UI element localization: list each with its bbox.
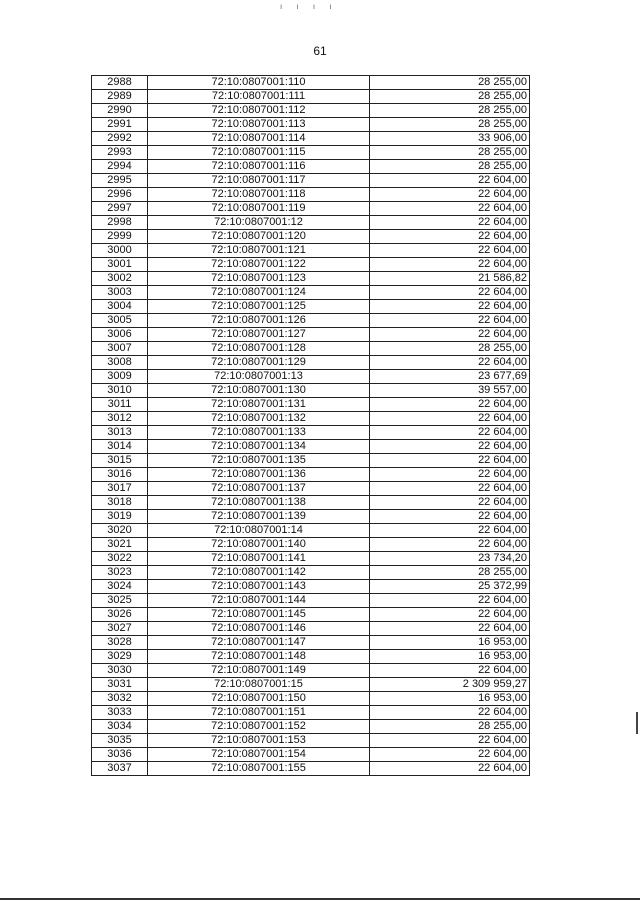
cadastral-number-cell: 72:10:0807001:117 (148, 174, 370, 188)
table-row (92, 412, 530, 426)
cadastral-number-cell: 72:10:0807001:130 (148, 384, 370, 398)
value-cell: 22 604,00 (370, 594, 530, 608)
value-cell: 28 255,00 (370, 104, 530, 118)
cadastral-number-cell: 72:10:0807001:127 (148, 328, 370, 342)
cadastral-number-cell: 72:10:0807001:131 (148, 398, 370, 412)
table-row (92, 664, 530, 678)
row-number-cell: 3037 (92, 762, 148, 776)
table-row (92, 244, 530, 258)
cadastral-number-cell: 72:10:0807001:124 (148, 286, 370, 300)
row-number-cell: 3017 (92, 482, 148, 496)
row-number-cell: 3032 (92, 692, 148, 706)
table-row (92, 496, 530, 510)
table-row (92, 398, 530, 412)
cadastral-number-cell: 72:10:0807001:147 (148, 636, 370, 650)
row-number-cell: 3021 (92, 538, 148, 552)
table-row (92, 272, 530, 286)
value-cell: 16 953,00 (370, 650, 530, 664)
value-cell: 23 677,69 (370, 370, 530, 384)
row-number-cell: 2993 (92, 146, 148, 160)
value-cell: 22 604,00 (370, 748, 530, 762)
row-number-cell: 3029 (92, 650, 148, 664)
row-number-cell: 3015 (92, 454, 148, 468)
cadastral-number-cell: 72:10:0807001:115 (148, 146, 370, 160)
row-number-cell: 3035 (92, 734, 148, 748)
cadastral-number-cell: 72:10:0807001:135 (148, 454, 370, 468)
cadastral-number-cell: 72:10:0807001:111 (148, 90, 370, 104)
value-cell: 28 255,00 (370, 118, 530, 132)
cadastral-number-cell: 72:10:0807001:151 (148, 706, 370, 720)
row-number-cell: 3004 (92, 300, 148, 314)
row-number-cell: 2994 (92, 160, 148, 174)
cadastral-number-cell: 72:10:0807001:142 (148, 566, 370, 580)
value-cell: 22 604,00 (370, 216, 530, 230)
cadastral-number-cell: 72:10:0807001:113 (148, 118, 370, 132)
cadastral-number-cell: 72:10:0807001:126 (148, 314, 370, 328)
row-number-cell: 3000 (92, 244, 148, 258)
value-cell: 22 604,00 (370, 510, 530, 524)
cadastral-number-cell: 72:10:0807001:133 (148, 426, 370, 440)
table-row (92, 468, 530, 482)
value-cell: 22 604,00 (370, 300, 530, 314)
value-cell: 22 604,00 (370, 538, 530, 552)
table-row (92, 314, 530, 328)
value-cell: 22 604,00 (370, 258, 530, 272)
scan-bottom-edge (0, 898, 640, 900)
row-number-cell: 3018 (92, 496, 148, 510)
value-cell: 22 604,00 (370, 314, 530, 328)
table-row (92, 90, 530, 104)
row-number-cell: 2999 (92, 230, 148, 244)
table-row (92, 342, 530, 356)
value-cell: 22 604,00 (370, 622, 530, 636)
cadastral-number-cell: 72:10:0807001:143 (148, 580, 370, 594)
table-row (92, 762, 530, 776)
row-number-cell: 3025 (92, 594, 148, 608)
cadastral-number-cell: 72:10:0807001:148 (148, 650, 370, 664)
value-cell: 33 906,00 (370, 132, 530, 146)
value-cell: 28 255,00 (370, 160, 530, 174)
cadastral-number-cell: 72:10:0807001:152 (148, 720, 370, 734)
row-number-cell: 3003 (92, 286, 148, 300)
row-number-cell: 2998 (92, 216, 148, 230)
cadastral-number-cell: 72:10:0807001:13 (148, 370, 370, 384)
value-cell: 22 604,00 (370, 244, 530, 258)
cadastral-number-cell: 72:10:0807001:122 (148, 258, 370, 272)
table-row (92, 454, 530, 468)
row-number-cell: 3002 (92, 272, 148, 286)
cadastral-number-cell: 72:10:0807001:153 (148, 734, 370, 748)
row-number-cell: 2991 (92, 118, 148, 132)
value-cell: 22 604,00 (370, 664, 530, 678)
value-cell: 22 604,00 (370, 762, 530, 776)
table-row (92, 328, 530, 342)
table-row (92, 300, 530, 314)
value-cell: 28 255,00 (370, 146, 530, 160)
value-cell: 22 604,00 (370, 188, 530, 202)
table-row (92, 678, 530, 692)
row-number-cell: 3010 (92, 384, 148, 398)
value-cell: 28 255,00 (370, 720, 530, 734)
table-row (92, 356, 530, 370)
cadastral-number-cell: 72:10:0807001:150 (148, 692, 370, 706)
cadastral-number-cell: 72:10:0807001:112 (148, 104, 370, 118)
cadastral-number-cell: 72:10:0807001:116 (148, 160, 370, 174)
table-row (92, 510, 530, 524)
cadastral-number-cell: 72:10:0807001:15 (148, 678, 370, 692)
cadastral-number-cell: 72:10:0807001:149 (148, 664, 370, 678)
table-row (92, 608, 530, 622)
value-cell: 2 309 959,27 (370, 678, 530, 692)
value-cell: 23 734,20 (370, 552, 530, 566)
table-row (92, 132, 530, 146)
value-cell: 22 604,00 (370, 496, 530, 510)
table-row (92, 650, 530, 664)
cadastral-number-cell: 72:10:0807001:139 (148, 510, 370, 524)
table-row (92, 566, 530, 580)
row-number-cell: 3016 (92, 468, 148, 482)
cadastral-number-cell: 72:10:0807001:110 (148, 76, 370, 90)
table-row (92, 538, 530, 552)
cadastral-number-cell: 72:10:0807001:129 (148, 356, 370, 370)
row-number-cell: 3028 (92, 636, 148, 650)
row-number-cell: 3033 (92, 706, 148, 720)
table-row (92, 748, 530, 762)
page-number: 61 (313, 44, 327, 58)
row-number-cell: 3031 (92, 678, 148, 692)
value-cell: 28 255,00 (370, 90, 530, 104)
row-number-cell: 2992 (92, 132, 148, 146)
row-number-cell: 2996 (92, 188, 148, 202)
table-row (92, 76, 530, 90)
value-cell: 22 604,00 (370, 524, 530, 538)
cadastral-number-cell: 72:10:0807001:146 (148, 622, 370, 636)
value-cell: 22 604,00 (370, 286, 530, 300)
cadastral-number-cell: 72:10:0807001:120 (148, 230, 370, 244)
row-number-cell: 3001 (92, 258, 148, 272)
table-row (92, 692, 530, 706)
row-number-cell: 3020 (92, 524, 148, 538)
table-row (92, 104, 530, 118)
cadastral-number-cell: 72:10:0807001:125 (148, 300, 370, 314)
scan-edge-mark (636, 712, 638, 734)
value-cell: 25 372,99 (370, 580, 530, 594)
cadastral-number-cell: 72:10:0807001:155 (148, 762, 370, 776)
cadastral-number-cell: 72:10:0807001:128 (148, 342, 370, 356)
cadastral-number-cell: 72:10:0807001:132 (148, 412, 370, 426)
cadastral-number-cell: 72:10:0807001:137 (148, 482, 370, 496)
row-number-cell: 3027 (92, 622, 148, 636)
value-cell: 39 557,00 (370, 384, 530, 398)
table-row (92, 706, 530, 720)
value-cell: 22 604,00 (370, 202, 530, 216)
table-row (92, 258, 530, 272)
cadastral-number-cell: 72:10:0807001:138 (148, 496, 370, 510)
cadastral-number-cell: 72:10:0807001:114 (148, 132, 370, 146)
cadastral-number-cell: 72:10:0807001:134 (148, 440, 370, 454)
cadastral-number-cell: 72:10:0807001:119 (148, 202, 370, 216)
table-row (92, 188, 530, 202)
row-number-cell: 3006 (92, 328, 148, 342)
value-cell: 28 255,00 (370, 566, 530, 580)
row-number-cell: 3030 (92, 664, 148, 678)
value-cell: 22 604,00 (370, 174, 530, 188)
table-row (92, 524, 530, 538)
table-row (92, 720, 530, 734)
row-number-cell: 3005 (92, 314, 148, 328)
cadastral-value-table (91, 75, 530, 776)
value-cell: 28 255,00 (370, 76, 530, 90)
table-row (92, 216, 530, 230)
row-number-cell: 3022 (92, 552, 148, 566)
row-number-cell: 3008 (92, 356, 148, 370)
value-cell: 22 604,00 (370, 468, 530, 482)
table-row (92, 174, 530, 188)
value-cell: 22 604,00 (370, 482, 530, 496)
value-cell: 22 604,00 (370, 426, 530, 440)
value-cell: 22 604,00 (370, 412, 530, 426)
table-row (92, 580, 530, 594)
value-cell: 22 604,00 (370, 454, 530, 468)
table-row (92, 384, 530, 398)
row-number-cell: 3036 (92, 748, 148, 762)
cadastral-number-cell: 72:10:0807001:145 (148, 608, 370, 622)
row-number-cell: 3019 (92, 510, 148, 524)
value-cell: 28 255,00 (370, 342, 530, 356)
scan-marks: ı ı ı ı (280, 2, 338, 11)
table-row (92, 370, 530, 384)
table-row (92, 482, 530, 496)
value-cell: 21 586,82 (370, 272, 530, 286)
row-number-cell: 3023 (92, 566, 148, 580)
cadastral-number-cell: 72:10:0807001:12 (148, 216, 370, 230)
cadastral-number-cell: 72:10:0807001:154 (148, 748, 370, 762)
value-cell: 22 604,00 (370, 398, 530, 412)
row-number-cell: 2989 (92, 90, 148, 104)
row-number-cell: 3013 (92, 426, 148, 440)
row-number-cell: 2995 (92, 174, 148, 188)
value-cell: 22 604,00 (370, 356, 530, 370)
table-row (92, 734, 530, 748)
table-row (92, 594, 530, 608)
row-number-cell: 3009 (92, 370, 148, 384)
table-row (92, 622, 530, 636)
row-number-cell: 3026 (92, 608, 148, 622)
row-number-cell: 2997 (92, 202, 148, 216)
row-number-cell: 3024 (92, 580, 148, 594)
cadastral-number-cell: 72:10:0807001:121 (148, 244, 370, 258)
table-row (92, 286, 530, 300)
cadastral-number-cell: 72:10:0807001:118 (148, 188, 370, 202)
row-number-cell: 2990 (92, 104, 148, 118)
table-row (92, 118, 530, 132)
cadastral-number-cell: 72:10:0807001:144 (148, 594, 370, 608)
row-number-cell: 3034 (92, 720, 148, 734)
table-row (92, 146, 530, 160)
row-number-cell: 3011 (92, 398, 148, 412)
value-cell: 22 604,00 (370, 440, 530, 454)
table-row (92, 426, 530, 440)
cadastral-number-cell: 72:10:0807001:140 (148, 538, 370, 552)
table-row (92, 552, 530, 566)
cadastral-number-cell: 72:10:0807001:141 (148, 552, 370, 566)
row-number-cell: 3007 (92, 342, 148, 356)
cadastral-number-cell: 72:10:0807001:123 (148, 272, 370, 286)
row-number-cell: 3012 (92, 412, 148, 426)
table-row (92, 440, 530, 454)
table-row (92, 160, 530, 174)
table-body (92, 76, 530, 776)
cadastral-number-cell: 72:10:0807001:14 (148, 524, 370, 538)
table-row (92, 202, 530, 216)
value-cell: 22 604,00 (370, 328, 530, 342)
row-number-cell: 3014 (92, 440, 148, 454)
value-cell: 22 604,00 (370, 706, 530, 720)
cadastral-number-cell: 72:10:0807001:136 (148, 468, 370, 482)
value-cell: 22 604,00 (370, 608, 530, 622)
value-cell: 22 604,00 (370, 734, 530, 748)
row-number-cell: 2988 (92, 76, 148, 90)
value-cell: 16 953,00 (370, 692, 530, 706)
table-row (92, 230, 530, 244)
table-row (92, 636, 530, 650)
value-cell: 22 604,00 (370, 230, 530, 244)
value-cell: 16 953,00 (370, 636, 530, 650)
